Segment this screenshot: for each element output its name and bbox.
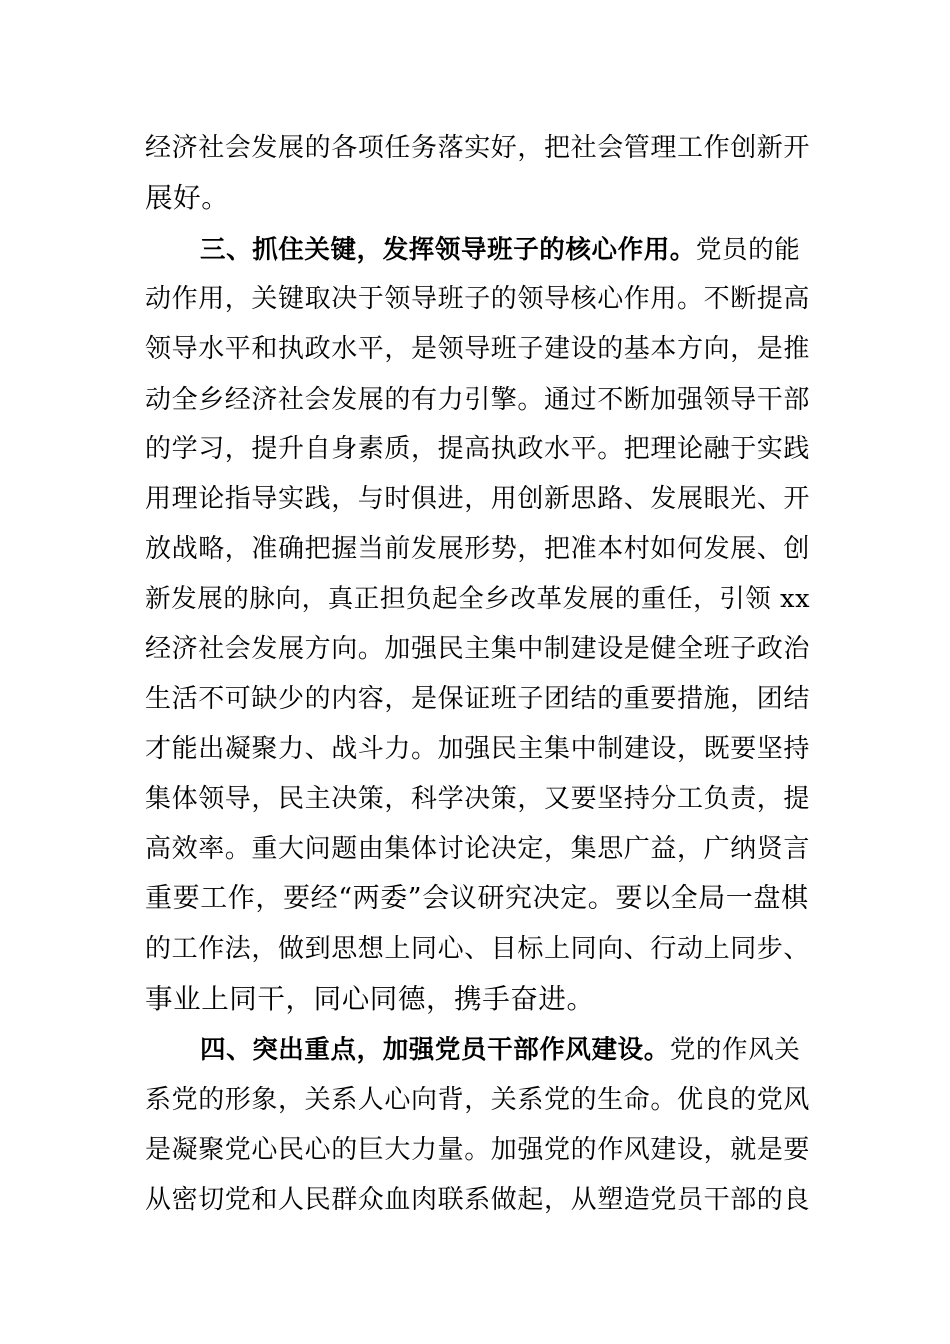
body-text-line: 放战略，准确把握当前发展形势，把准本村如何发展、创: [145, 534, 811, 564]
body-text-line: 动作用，关键取决于领导班子的领导核心作用。不断提高: [145, 284, 811, 314]
body-text-line: 重要工作，要经“两委”会议研究决定。要以全局一盘棋: [145, 883, 809, 914]
section-heading: 三、抓住关键，发挥领导班子的核心作用。: [200, 235, 696, 265]
section-first-line: [200, 230, 810, 270]
body-text-line: 集体领导，民主决策，科学决策，又要坚持分工负责，提: [145, 784, 811, 814]
body-text-line: 高效率。重大问题由集体讨论决定，集思广益，广纳贤言: [145, 834, 811, 864]
body-text-line: 经济社会发展方向。加强民主集中制建设是健全班子政治: [145, 634, 811, 664]
body-text-line: 是凝聚党心民心的巨大力量。加强党的作风建设，就是要: [145, 1135, 811, 1165]
section-text: 党的作风关: [669, 1035, 801, 1065]
body-text-line: 系党的形象，关系人心向背，关系党的生命。优良的党风: [145, 1085, 811, 1115]
body-text-line: 的工作法，做到思想上同心、目标上同向、行动上同步、: [145, 934, 811, 964]
body-text-line: 生活不可缺少的内容，是保证班子团结的重要措施，团结: [145, 684, 811, 714]
body-text-line: 动全乡经济社会发展的有力引擎。通过不断加强领导干部: [145, 385, 811, 415]
body-text-line: 的学习，提升自身素质，提高执政水平。把理论融于实践: [145, 434, 811, 464]
body-text-line: 展好。: [145, 182, 230, 214]
section-heading: 四、突出重点，加强党员干部作风建设。: [200, 1035, 670, 1065]
body-text-line: 从密切党和人民群众血肉联系做起，从塑造党员干部的良: [145, 1185, 811, 1215]
body-text-line: 经济社会发展的各项任务落实好，把社会管理工作创新开: [145, 133, 811, 163]
body-text-line: 事业上同干，同心同德，携手奋进。: [145, 983, 595, 1015]
body-text-line: 新发展的脉向，真正担负起全乡改革发展的重任，引领 xx: [145, 584, 811, 614]
body-text-line: 才能出凝聚力、战斗力。加强民主集中制建设，既要坚持: [145, 734, 811, 764]
body-text-line: 领导水平和执政水平，是领导班子建设的基本方向，是推: [145, 334, 811, 364]
section-first-line: [200, 1030, 810, 1070]
body-text-line: 用理论指导实践，与时俱进，用创新思路、发展眼光、开: [145, 484, 811, 514]
section-text: 党员的能: [695, 235, 801, 265]
